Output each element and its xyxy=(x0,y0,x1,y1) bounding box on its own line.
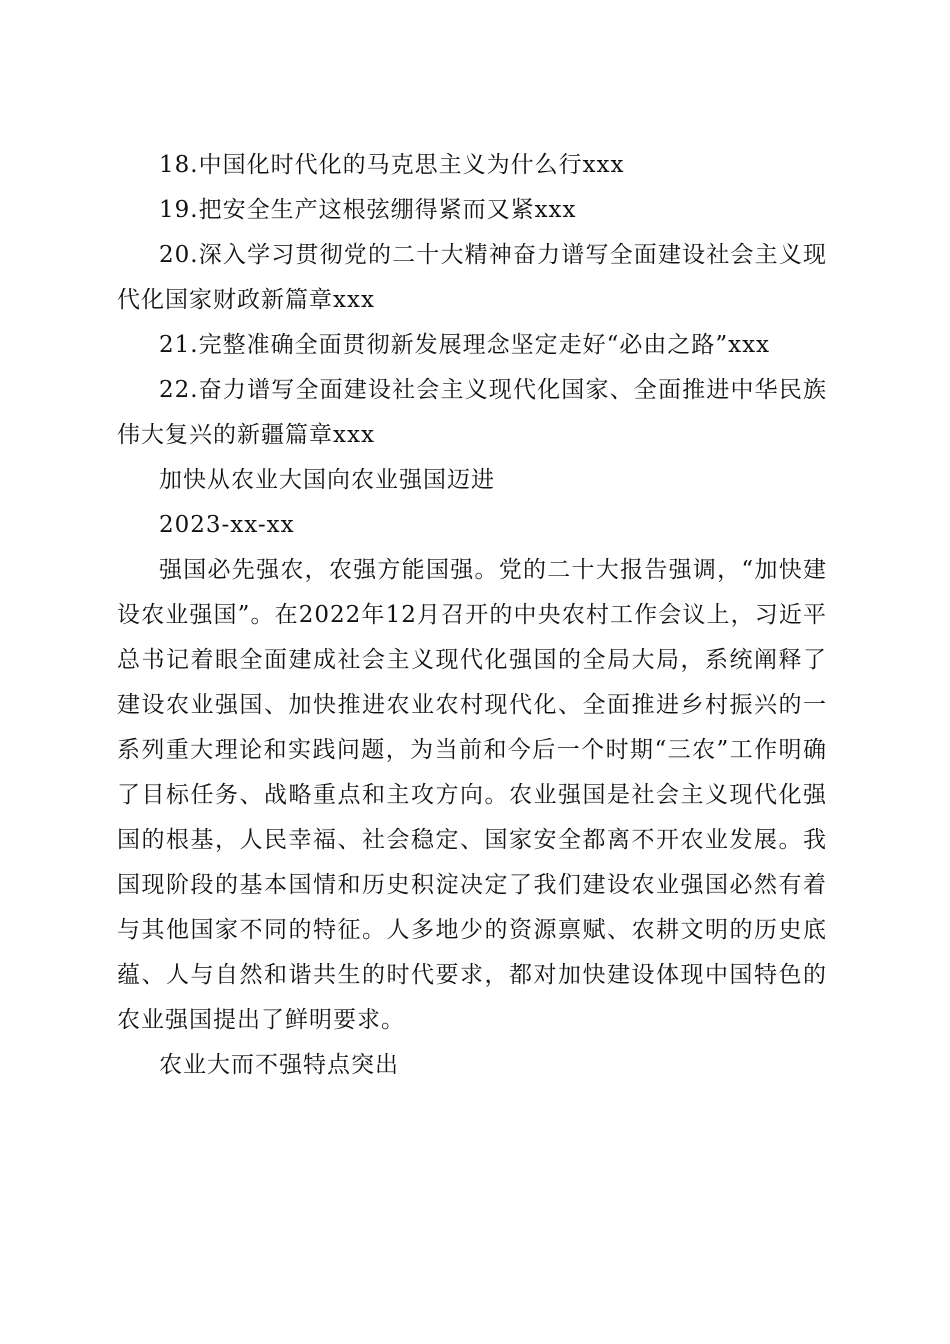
document-content xyxy=(117,143,827,1088)
list-item: 18.中国化时代化的马克思主义为什么行xxx xyxy=(159,152,625,178)
list-item: 21.完整准确全面贯彻新发展理念坚定走好“必由之路”xxx xyxy=(159,332,771,358)
list-item: 19.把安全生产这根弦绷得紧而又紧xxx xyxy=(159,197,577,223)
section-subheading: 农业大而不强特点突出 xyxy=(159,1052,399,1078)
list-item: 22.奋力谱写全面建设社会主义现代化国家、全面推进中华民族伟大复兴的新疆篇章xxx xyxy=(117,377,827,448)
list-item: 20.深入学习贯彻党的二十大精神奋力谱写全面建设社会主义现代化国家财政新篇章xxx xyxy=(117,242,827,313)
article-title: 加快从农业大国向农业强国迈进 xyxy=(159,467,495,493)
article-body-paragraph: 强国必先强农，农强方能国强。党的二十大报告强调，“加快建设农业强国”。在2022年12月召开的中央农村工作会议上，习近平总书记着眼全面建成社会主义现代化强国的全局大局，系统阐释了建设农业强国、加快推进农业农村现代化、全面推进乡村振兴的一系列重大理论和实践问题，为当前和今后一个时期“三农”工作明确了目标任务、战略重点和主攻方向。农业强国是社会主义现代化强国的根基，人民幸福、社会稳定、国家安全都离不开农业发展。我国现阶段的基本国情和历史积淀决定了我们建设农业强国必然有着与其他国家不同的特征。人多地少的资源禀赋、农耕文明的历史底蕴、人与自然和谐共生的时代要求，都对加快建设体现中国特色的农业强国提出了鲜明要求。 xyxy=(117,557,827,1033)
article-date: 2023-xx-xx xyxy=(159,512,295,538)
